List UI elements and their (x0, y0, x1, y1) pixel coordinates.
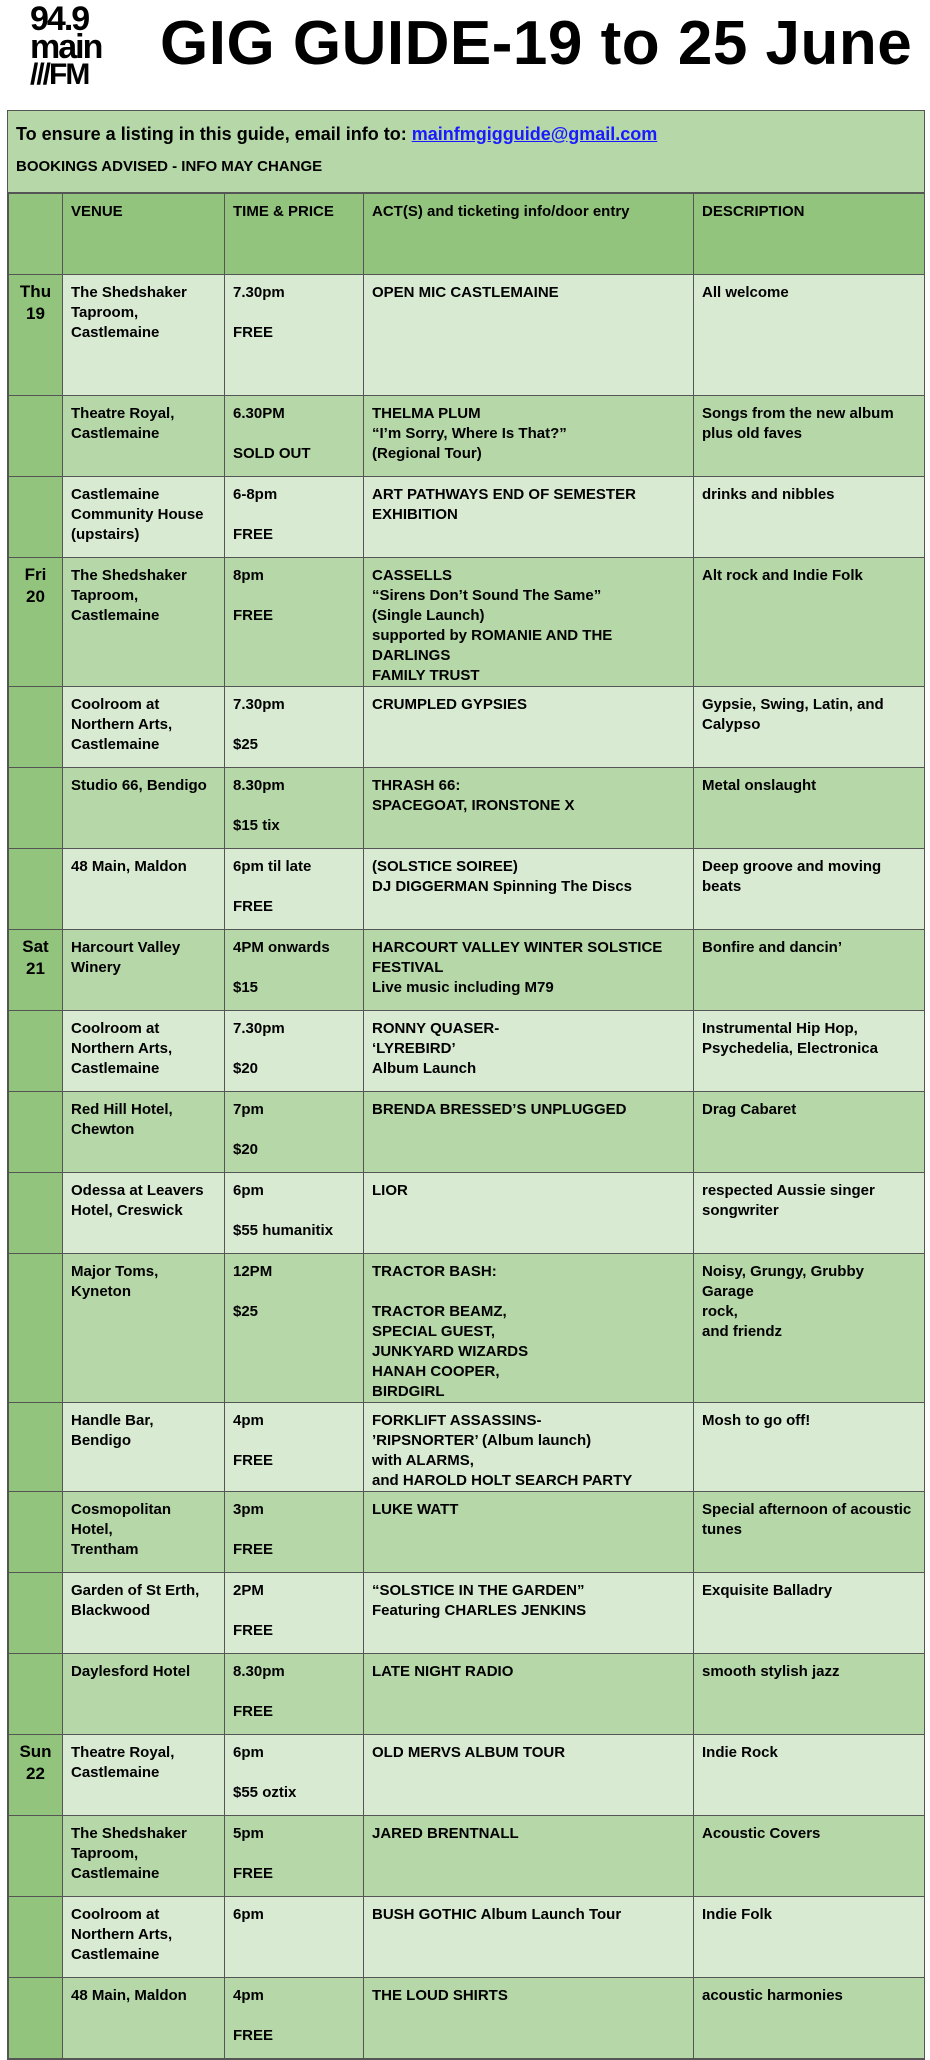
acts-cell-text: (SOLSTICE SOIREE) DJ DIGGERMAN Spinning The Discs (372, 858, 633, 895)
time-price-cell-text: 5pm FREE (233, 1825, 274, 1882)
table-row (9, 1573, 925, 1654)
acts-cell-text: BRENDA BRESSED’S UNPLUGGED (372, 1101, 627, 1118)
description-cell (694, 477, 925, 558)
venue-cell-text: Coolroom at Northern Arts, Castlemaine (71, 1906, 173, 1963)
venue-cell-text: The Shedshaker Taproom, Castlemaine (71, 567, 187, 624)
venue-cell-text: Daylesford Hotel (71, 1663, 191, 1680)
description-cell-text: Bonfire and dancin’ (702, 939, 843, 956)
acts-cell-text: LATE NIGHT RADIO (372, 1663, 514, 1680)
venue-cell (63, 477, 225, 558)
time-price-cell (225, 1735, 364, 1816)
acts-cell (364, 1173, 694, 1254)
time-price-cell-text: 8.30pm $15 tix (233, 777, 285, 834)
table-row (9, 558, 925, 687)
description-cell (694, 1735, 925, 1816)
table-row (9, 687, 925, 768)
time-price-cell (225, 477, 364, 558)
table-row (9, 930, 925, 1011)
day-cell (9, 1403, 63, 1492)
column-header-time-price: TIME & PRICE (225, 194, 364, 275)
time-price-cell (225, 687, 364, 768)
time-price-cell-text: 2PM FREE (233, 1582, 274, 1639)
time-price-cell-text: 6pm $55 humanitix (233, 1182, 334, 1239)
time-price-cell-text: 6-8pm FREE (233, 486, 278, 543)
table-row (9, 1173, 925, 1254)
description-cell (694, 1897, 925, 1978)
table-row (9, 849, 925, 930)
venue-cell-text: Major Toms, Kyneton (71, 1263, 159, 1300)
time-price-cell (225, 1092, 364, 1173)
venue-cell (63, 1978, 225, 2059)
acts-cell (364, 687, 694, 768)
venue-cell (63, 1735, 225, 1816)
time-price-cell (225, 1978, 364, 2059)
venue-cell-text: Coolroom at Northern Arts, Castlemaine (71, 1020, 173, 1077)
table-row (9, 768, 925, 849)
time-price-cell (225, 1173, 364, 1254)
venue-cell-text: Handle Bar, Bendigo (71, 1412, 154, 1449)
time-price-cell-text: 7pm $20 (233, 1101, 264, 1158)
table-row (9, 1816, 925, 1897)
day-cell (9, 275, 63, 396)
day-cell-text: Fri 20 (24, 565, 47, 606)
acts-cell-text: CRUMPLED GYPSIES (372, 696, 528, 713)
description-cell-text: Deep groove and moving beats (702, 858, 882, 895)
time-price-cell-text: 4PM onwards $15 (233, 939, 330, 996)
day-cell (9, 1573, 63, 1654)
venue-cell (63, 930, 225, 1011)
acts-cell (364, 1654, 694, 1735)
time-price-cell-text: 7.30pm $20 (233, 1020, 285, 1077)
description-cell-text: Drag Cabaret (702, 1101, 797, 1118)
venue-cell-text: Castlemaine Community House (upstairs) (71, 486, 204, 543)
venue-cell-text: 48 Main, Maldon (71, 858, 187, 875)
acts-cell-text: FORKLIFT ASSASSINS- ’RIPSNORTER’ (Album launch) with ALARMS, and HAROLD HOLT SEARCH PARTY (372, 1412, 633, 1489)
main-fm-logo (30, 0, 118, 96)
acts-cell (364, 275, 694, 396)
acts-cell-text: RONNY QUASER- ‘LYREBIRD’ Album Launch (372, 1020, 500, 1077)
venue-cell (63, 849, 225, 930)
description-cell-text: acoustic harmonies (702, 1987, 843, 2004)
day-cell (9, 1254, 63, 1403)
description-cell-text: All welcome (702, 284, 789, 301)
description-cell (694, 1403, 925, 1492)
day-cell-text: Thu 19 (19, 282, 52, 323)
time-price-cell (225, 1573, 364, 1654)
time-price-cell-text: 4pm FREE (233, 1987, 274, 2044)
table-row (9, 477, 925, 558)
venue-cell-text: Studio 66, Bendigo (71, 777, 207, 794)
acts-cell-text: TRACTOR BASH: TRACTOR BEAMZ, SPECIAL GUEST, JUNKYARD WIZARDS HANAH COOPER, BIRDGIRL (372, 1263, 529, 1400)
description-cell-text: Mosh to go off! (702, 1412, 811, 1429)
acts-cell (364, 477, 694, 558)
table-row (9, 1011, 925, 1092)
description-cell (694, 930, 925, 1011)
email-link[interactable]: mainfmgigguide@gmail.com (411, 124, 658, 144)
time-price-cell (225, 1816, 364, 1897)
time-price-cell (225, 1011, 364, 1092)
description-cell (694, 1092, 925, 1173)
column-header-acts: ACT(S) and ticketing info/door entry (364, 194, 694, 275)
day-cell (9, 768, 63, 849)
venue-cell-text: Harcourt Valley Winery (71, 939, 181, 976)
description-cell-text: Alt rock and Indie Folk (702, 567, 863, 584)
description-cell (694, 1173, 925, 1254)
acts-cell (364, 1011, 694, 1092)
venue-cell (63, 1492, 225, 1573)
description-cell (694, 768, 925, 849)
venue-cell-text: Coolroom at Northern Arts, Castlemaine (71, 696, 173, 753)
acts-cell-text: CASSELLS “Sirens Don’t Sound The Same” (Single Launch) supported by ROMANIE AND THE DARLINGS FAMILY TRUST (372, 567, 613, 684)
description-cell (694, 275, 925, 396)
time-price-cell-text: 6pm til late FREE (233, 858, 312, 915)
day-cell (9, 1173, 63, 1254)
day-cell (9, 1011, 63, 1092)
venue-cell-text: The Shedshaker Taproom, Castlemaine (71, 284, 187, 341)
time-price-cell-text: 8pm FREE (233, 567, 274, 624)
venue-cell (63, 396, 225, 477)
acts-cell-text: THE LOUD SHIRTS (372, 1987, 508, 2004)
venue-cell (63, 1816, 225, 1897)
description-cell (694, 849, 925, 930)
day-cell (9, 687, 63, 768)
column-header-description: DESCRIPTION (694, 194, 925, 275)
table-row (9, 1978, 925, 2059)
description-cell-text: respected Aussie singer songwriter (702, 1182, 875, 1219)
venue-cell (63, 1011, 225, 1092)
time-price-cell-text: 6pm (233, 1906, 264, 1923)
info-banner (8, 111, 924, 193)
gig-table-frame (7, 110, 925, 2060)
description-cell-text: Metal onslaught (702, 777, 817, 794)
venue-cell (63, 1173, 225, 1254)
table-row (9, 1254, 925, 1403)
venue-cell (63, 1254, 225, 1403)
acts-cell-text: JARED BRENTNALL (372, 1825, 519, 1842)
time-price-cell-text: 6pm $55 oztix (233, 1744, 297, 1801)
time-price-cell (225, 558, 364, 687)
acts-cell (364, 558, 694, 687)
time-price-cell (225, 1254, 364, 1403)
acts-cell-text: THELMA PLUM “I’m Sorry, Where Is That?” (Regional Tour) (372, 405, 567, 462)
acts-cell (364, 1254, 694, 1403)
table-row (9, 275, 925, 396)
logo-fm: ///FM (30, 58, 89, 91)
time-price-cell (225, 275, 364, 396)
acts-cell (364, 849, 694, 930)
description-cell-text: Special afternoon of acoustic tunes (702, 1501, 912, 1538)
listing-instructions (16, 124, 657, 145)
time-price-cell (225, 396, 364, 477)
description-cell-text: smooth stylish jazz (702, 1663, 840, 1680)
venue-cell-text: Theatre Royal, Castlemaine (71, 405, 175, 442)
description-cell-text: Indie Rock (702, 1744, 778, 1761)
time-price-cell-text: 8.30pm FREE (233, 1663, 285, 1720)
table-row (9, 1897, 925, 1978)
time-price-cell-text: 4pm FREE (233, 1412, 274, 1469)
description-cell-text: Instrumental Hip Hop, Psychedelia, Electronica (702, 1020, 878, 1057)
description-cell-text: Exquisite Balladry (702, 1582, 833, 1599)
time-price-cell (225, 849, 364, 930)
table-header-row (9, 194, 925, 275)
column-header-venue: VENUE (63, 194, 225, 275)
acts-cell (364, 1492, 694, 1573)
day-cell (9, 849, 63, 930)
time-price-cell (225, 1654, 364, 1735)
table-row (9, 1654, 925, 1735)
table-row (9, 1735, 925, 1816)
day-cell (9, 1897, 63, 1978)
logo-main: main (30, 28, 102, 66)
time-price-cell-text: 6.30PM SOLD OUT (233, 405, 311, 462)
acts-cell (364, 768, 694, 849)
description-cell (694, 1492, 925, 1573)
time-price-cell-text: 3pm FREE (233, 1501, 274, 1558)
venue-cell (63, 1403, 225, 1492)
venue-cell (63, 558, 225, 687)
day-cell (9, 1735, 63, 1816)
bookings-advisory: BOOKINGS ADVISED - INFO MAY CHANGE (16, 158, 323, 175)
acts-cell (364, 1573, 694, 1654)
venue-cell-text: 48 Main, Maldon (71, 1987, 187, 2004)
venue-cell-text: Red Hill Hotel, Chewton (71, 1101, 173, 1138)
acts-cell (364, 1403, 694, 1492)
description-cell-text: Songs from the new album plus old faves (702, 405, 894, 442)
day-cell (9, 558, 63, 687)
day-cell-text: Sun 22 (19, 1742, 52, 1783)
description-cell (694, 396, 925, 477)
acts-cell-text: BUSH GOTHIC Album Launch Tour (372, 1906, 622, 1923)
description-cell (694, 687, 925, 768)
time-price-cell-text: 12PM $25 (233, 1263, 273, 1320)
description-cell (694, 1254, 925, 1403)
venue-cell (63, 1897, 225, 1978)
description-cell (694, 558, 925, 687)
logo-frequency: 94.9 (30, 0, 89, 38)
description-cell (694, 1654, 925, 1735)
day-cell (9, 477, 63, 558)
venue-cell (63, 768, 225, 849)
acts-cell (364, 1978, 694, 2059)
description-cell (694, 1011, 925, 1092)
description-cell (694, 1816, 925, 1897)
acts-cell-text: LUKE WATT (372, 1501, 459, 1518)
description-cell-text: Acoustic Covers (702, 1825, 821, 1842)
acts-cell (364, 930, 694, 1011)
description-cell-text: Indie Folk (702, 1906, 773, 1923)
venue-cell (63, 687, 225, 768)
table-row (9, 1492, 925, 1573)
acts-cell (364, 1092, 694, 1173)
acts-cell (364, 1735, 694, 1816)
description-cell-text: Gypsie, Swing, Latin, and Calypso (702, 696, 884, 733)
acts-cell-text: LIOR (372, 1182, 408, 1199)
venue-cell-text: Theatre Royal, Castlemaine (71, 1744, 175, 1781)
time-price-cell (225, 768, 364, 849)
description-cell-text: drinks and nibbles (702, 486, 835, 503)
venue-cell-text: The Shedshaker Taproom, Castlemaine (71, 1825, 187, 1882)
venue-cell-text: Garden of St Erth, Blackwood (71, 1582, 200, 1619)
acts-cell (364, 1816, 694, 1897)
day-cell-text: Sat 21 (22, 937, 49, 978)
acts-cell-text: OLD MERVS ALBUM TOUR (372, 1744, 566, 1761)
description-cell (694, 1573, 925, 1654)
venue-cell (63, 1654, 225, 1735)
time-price-cell-text: 7.30pm $25 (233, 696, 285, 753)
day-cell (9, 1978, 63, 2059)
description-cell-text: Noisy, Grungy, Grubby Garage rock, and friendz (702, 1263, 864, 1340)
day-cell (9, 930, 63, 1011)
time-price-cell (225, 1897, 364, 1978)
table-row (9, 396, 925, 477)
acts-cell-text: HARCOURT VALLEY WINTER SOLSTICE FESTIVAL Live music including M79 (372, 939, 663, 996)
day-cell (9, 396, 63, 477)
venue-cell-text: Cosmopolitan Hotel, Trentham (71, 1501, 171, 1558)
time-price-cell (225, 930, 364, 1011)
acts-cell (364, 396, 694, 477)
time-price-cell (225, 1492, 364, 1573)
acts-cell-text: OPEN MIC CASTLEMAINE (372, 284, 559, 301)
table-row (9, 1092, 925, 1173)
acts-cell-text: THRASH 66: SPACEGOAT, IRONSTONE X (372, 777, 575, 814)
venue-cell (63, 1573, 225, 1654)
listing-prefix: To ensure a listing in this guide, email info to: (16, 124, 412, 144)
time-price-cell (225, 1403, 364, 1492)
day-cell (9, 1092, 63, 1173)
page-title: GIG GUIDE-19 to 25 June (160, 9, 913, 78)
acts-cell (364, 1897, 694, 1978)
day-cell (9, 1816, 63, 1897)
day-cell (9, 1492, 63, 1573)
column-header-day (9, 194, 63, 275)
venue-cell-text: Odessa at Leavers Hotel, Creswick (71, 1182, 204, 1219)
gig-table (8, 193, 925, 2059)
description-cell (694, 1978, 925, 2059)
acts-cell-text: ART PATHWAYS END OF SEMESTER EXHIBITION (372, 486, 636, 523)
time-price-cell-text: 7.30pm FREE (233, 284, 285, 341)
table-row (9, 1403, 925, 1492)
acts-cell-text: “SOLSTICE IN THE GARDEN” Featuring CHARLES JENKINS (372, 1582, 587, 1619)
venue-cell (63, 1092, 225, 1173)
venue-cell (63, 275, 225, 396)
day-cell (9, 1654, 63, 1735)
